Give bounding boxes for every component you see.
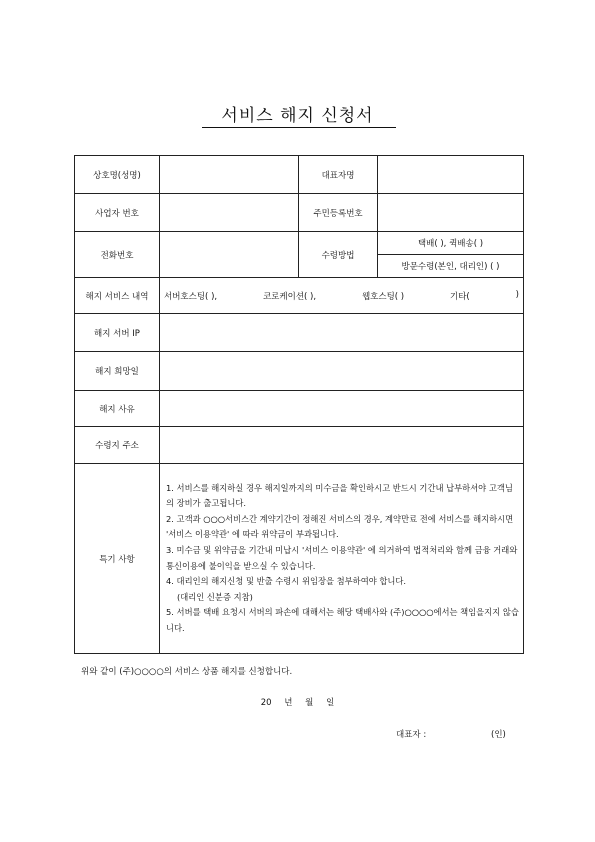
address-field[interactable] — [160, 427, 524, 464]
phone-field[interactable] — [160, 232, 299, 278]
date-line: 20 년 월 일 — [260, 698, 335, 708]
title-underline — [202, 127, 396, 128]
receive-method-label: 수령방법 — [299, 232, 378, 278]
notes-label: 특기 사항 — [75, 464, 160, 654]
representative-label: 대표자명 — [299, 156, 378, 194]
resident-number-field[interactable] — [378, 194, 524, 232]
notes-content — [160, 464, 524, 654]
server-hosting-option[interactable]: 서버호스팅( ), — [164, 291, 218, 302]
page-title: 서비스 해지 신청서 — [221, 106, 374, 126]
signature-label: 대표자 : — [396, 730, 427, 740]
seal-mark[interactable]: (인) — [491, 730, 506, 740]
receive-option-delivery[interactable]: 택배( ), 퀵배송( ) — [378, 232, 524, 255]
resident-number-label: 주민등록번호 — [299, 194, 378, 232]
desired-date-field[interactable] — [160, 352, 524, 391]
desired-date-label: 해지 희망일 — [75, 352, 160, 391]
application-form-table — [74, 155, 524, 654]
reason-label: 해지 사유 — [75, 391, 160, 427]
note-item: 3. 미수금 및 위약금을 기간내 미납시 '서비스 이용약관' 에 의거하여 법적처리와 함께 금융 거래와 통신이용에 불이익을 받으실 수 있습니다. — [166, 544, 518, 571]
server-ip-field[interactable] — [160, 314, 524, 352]
company-name-field[interactable] — [160, 156, 299, 194]
receive-option-visit[interactable]: 방문수령(본인, 대리인) ( ) — [378, 255, 524, 278]
web-hosting-option[interactable]: 웹호스팅( ) — [361, 291, 405, 302]
business-number-label: 사업자 번호 — [75, 194, 160, 232]
other-option[interactable]: 기타( — [450, 291, 470, 302]
server-ip-label: 해지 서버 IP — [75, 314, 160, 352]
phone-label: 전화번호 — [75, 232, 160, 278]
note-item: 2. 고객과 ○○○서비스간 계약기간이 정해진 서비스의 경우, 계약만료 전에 서비스를 해지하시면 '서비스 이용약관' 에 따라 위약금이 부과됩니다. — [166, 513, 514, 540]
service-type-field[interactable] — [160, 278, 524, 314]
colocation-option[interactable]: 코로케이션( ), — [262, 291, 317, 302]
note-item: 1. 서비스를 해지하실 경우 해지일까지의 미수금을 확인하시고 반드시 기간내 납부하셔야 고객님의 장비가 출고됩니다. — [166, 482, 513, 509]
reason-field[interactable] — [160, 391, 524, 427]
representative-field[interactable] — [378, 156, 524, 194]
note-item: 5. 서버를 택배 요청시 서버의 파손에 대해서는 해당 택배사와 (주)○○○○에서는 책임을지지 않습니다. — [166, 607, 519, 633]
note-item: (대리인 신분증 지참) — [177, 591, 253, 602]
address-label: 수령지 주소 — [75, 427, 160, 464]
service-type-label: 해지 서비스 내역 — [75, 278, 160, 314]
confirmation-text: 위와 같이 (주)○○○○의 서비스 상품 해지를 신청합니다. — [81, 667, 293, 677]
note-item: 4. 대리인의 해지신청 및 반출 수령시 위임장을 첨부하여야 합니다. — [166, 576, 407, 587]
other-option-close: ) — [515, 289, 519, 300]
business-number-field[interactable] — [160, 194, 299, 232]
company-name-label: 상호명(성명) — [75, 156, 160, 194]
